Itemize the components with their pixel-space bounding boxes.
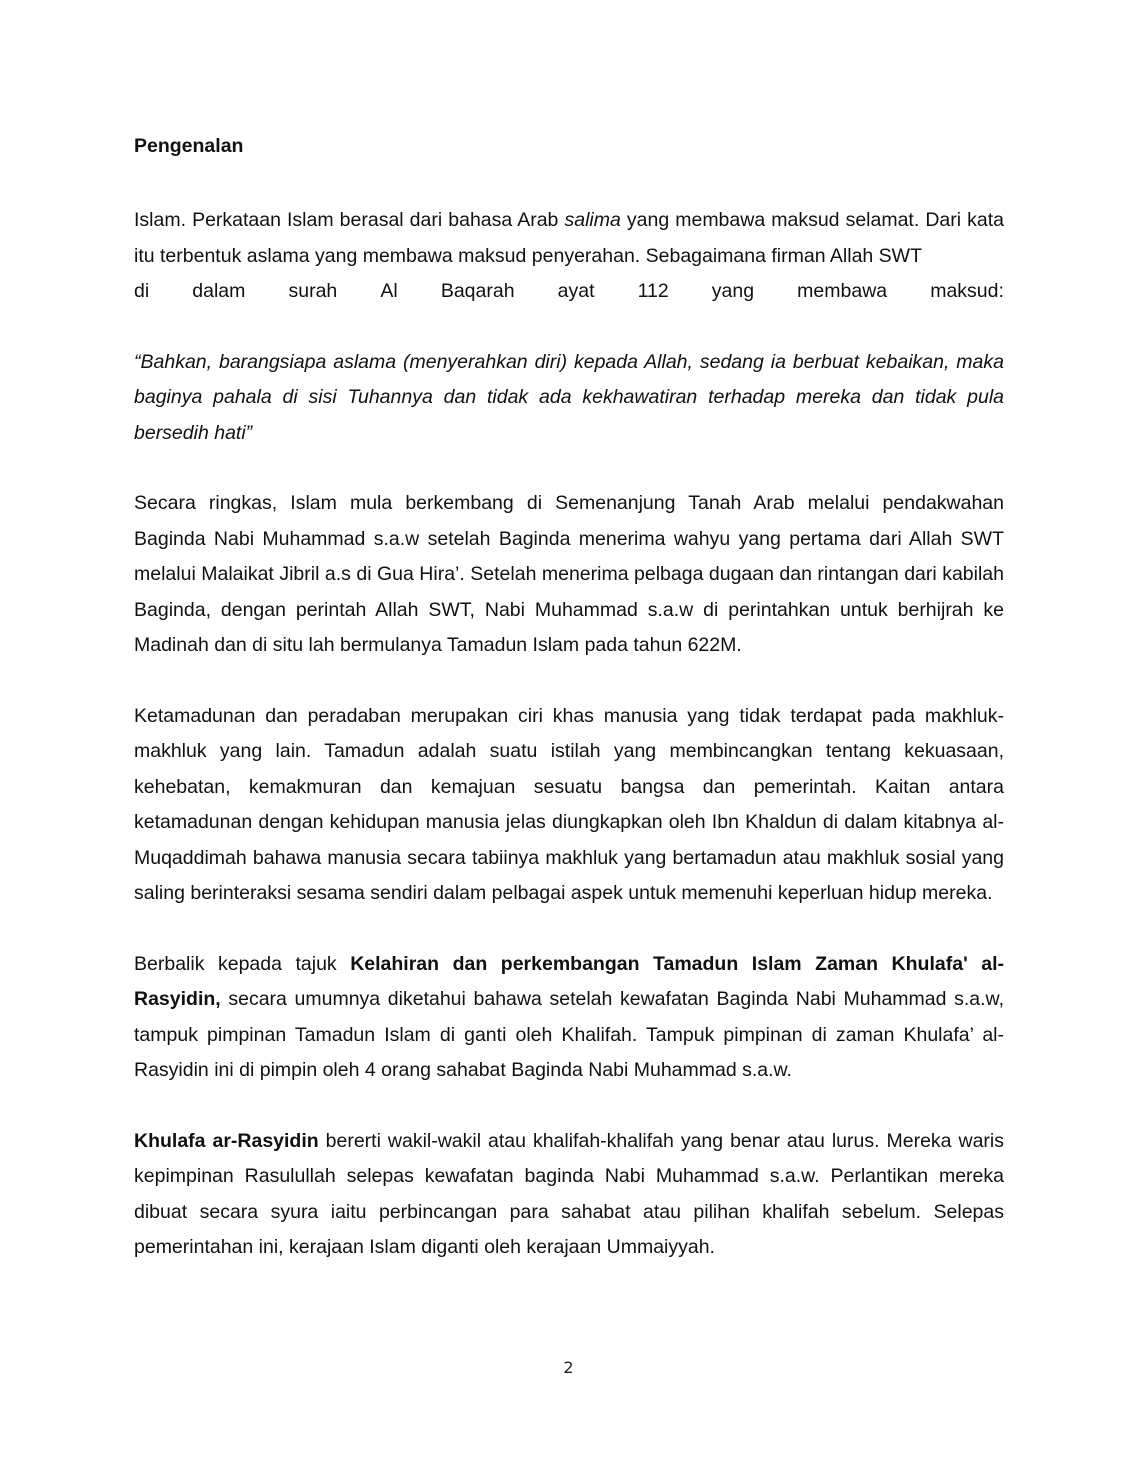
intro-word: di (134, 280, 150, 302)
intro-text (134, 203, 1004, 274)
paragraph-lead: Berbalik kepada tajuk (134, 952, 351, 975)
definition-text: bererti wakil-wakil atau khalifah-khalifah yang benar atau lurus. Mereka waris kepimpinan Rasulullah selepas kewafatan baginda Nabi Muhammad s.a.w. Perlantikan mereka dibuat secara syura iaitu perbincangan para sahabat atau pilihan khalifah sebelum. Selepas pemerintahan ini, kerajaan Islam diganti oleh kerajaan Ummaiyyah. (134, 1129, 1004, 1258)
quran-quote: “Bahkan, barangsiapa aslama (menyerahkan diri) kepada Allah, sedang ia berbuat kebaikan, maka baginya pahala di sisi Tuhannya dan tidak ada kekhawatiran terhadap mereka dan tidak pula bersedih hati” (134, 350, 1004, 444)
spacer (134, 1089, 1004, 1124)
paragraph-khulafa-topic (134, 947, 1004, 1089)
intro-word: Al (380, 280, 398, 302)
page-number: 2 (563, 1358, 574, 1377)
intro-word: yang (711, 280, 755, 302)
intro-italic-term: salima (564, 209, 621, 231)
intro-word: Baqarah (440, 280, 515, 302)
intro-word: surah (288, 280, 338, 302)
spacer (134, 664, 1004, 699)
spacer (134, 912, 1004, 947)
term-khulafa: Khulafa ar-Rasyidin (134, 1129, 319, 1152)
intro-word: dalam (192, 280, 246, 302)
intro-text-part-1: Islam. Perkataan Islam berasal dari bahasa Arab (134, 209, 565, 231)
section-heading: Pengenalan (134, 135, 244, 157)
intro-word: ayat (557, 280, 595, 302)
intro-last-line (134, 274, 1004, 310)
paragraph-definition (134, 1124, 1004, 1266)
intro-word: 112 (637, 280, 669, 302)
document-body (134, 131, 1004, 1266)
paragraph-civilization: Ketamadunan dan peradaban merupakan ciri khas manusia yang tidak terdapat pada makhluk-makhluk yang lain. Tamadun adalah suatu istilah yang membincangkan tentang kekuasaan, kehebatan, kemakmuran dan kemajuan sesuatu bangsa dan pemerintah. Kaitan antara ketamadunan dengan kehidupan manusia jelas diungkapkan oleh Ibn Khaldun di dalam kitabnya al-Muqaddimah bahawa manusia secara tabiinya makhluk yang bertamadun atau makhluk sosial yang saling berinteraksi sesama sendiri dalam pelbagai aspek untuk memenuhi keperluan hidup mereka. (134, 704, 1004, 904)
spacer (134, 310, 1004, 345)
paragraph-rest: secara umumnya diketahui bahawa setelah kewafatan Baginda Nabi Muhammad s.a.w, tampuk pimpinan Tamadun Islam di ganti oleh Khalifah. Tampuk pimpinan di zaman Khulafa’ al-Rasyidin ini di pimpin oleh 4 orang sahabat Baginda Nabi Muhammad s.a.w. (134, 988, 1004, 1081)
spacer (134, 451, 1004, 486)
intro-paragraph (134, 203, 1004, 310)
paragraph-history: Secara ringkas, Islam mula berkembang di Semenanjung Tanah Arab melalui pendakwahan Baginda Nabi Muhammad s.a.w setelah Baginda menerima wahyu yang pertama dari Allah SWT melalui Malaikat Jibril a.s di Gua Hira’. Setelah menerima pelbaga dugaan dan rintangan dari kabilah Baginda, dengan perintah Allah SWT, Nabi Muhammad s.a.w di perintahkan untuk berhijrah ke Madinah dan di situ lah bermulanya Tamadun Islam pada tahun 622M. (134, 492, 1004, 656)
topic-title: Kelahiran dan perkembangan Tamadun Islam Zaman Khulafa' al-Rasyidin, (134, 952, 1004, 1010)
intro-word: maksud: (930, 280, 1004, 302)
intro-word: membawa (797, 280, 888, 302)
spacer (134, 161, 1004, 203)
intro-text-part-2: yang membawa maksud selamat. Dari kata itu terbentuk aslama yang membawa maksud penyerahan. Sebagaimana firman Allah SWT (134, 209, 1004, 267)
